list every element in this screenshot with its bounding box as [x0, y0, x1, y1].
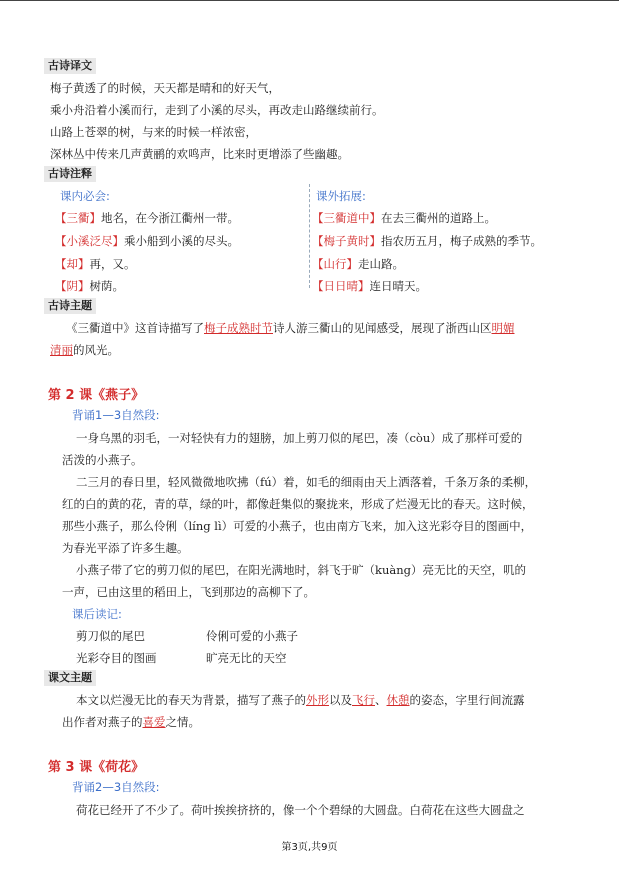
paragraph-line: 活泼的小燕子。 [62, 453, 143, 467]
note-item: 【小溪泛尽】乘小船到小溪的尽头。 [55, 234, 239, 248]
lesson-theme-line: 本文以烂漫无比的春天为背景，描写了燕子的外形以及飞行、休憩的姿态，字里行间流露 [76, 693, 525, 707]
translation-line: 深林丛中传来几声黄鹂的欢鸣声，比来时更增添了些幽趣。 [50, 147, 349, 161]
note-item: 【日日晴】连日晴天。 [312, 279, 427, 293]
section-tag-translation: 古诗译文 [44, 58, 96, 74]
paragraph-line: 那些小燕子，那么伶俐（líng lì）可爱的小燕子，也由南方飞来，加入这光彩夺目的图画中， [62, 519, 533, 533]
paragraph-line: 一声，已由这里的稻田上，飞到那边的高柳下了。 [62, 585, 315, 599]
paragraph-line: 小燕子带了它的剪刀似的尾巴，在阳光满地时，斜飞于旷（kuàng）亮无比的天空，叽的 [76, 563, 526, 577]
section-tag-notes: 古诗注释 [44, 166, 96, 182]
note-item: 【三衢道中】在去三衢州的道路上。 [312, 211, 496, 225]
translation-line: 山路上苍翠的树，与来的时候一样浓密， [50, 125, 257, 139]
translation-line: 梅子黄透了的时候，天天都是晴和的好天气， [50, 81, 280, 95]
lesson-2-title: 第 2 课《燕子》 [48, 388, 145, 403]
lesson-3-recite-title: 背诵2—3自然段: [72, 780, 160, 794]
note-item: 【却】再，又。 [55, 257, 136, 271]
note-item: 【梅子黄时】指农历五月，梅子成熟的季节。 [312, 234, 542, 248]
notes-divider [309, 184, 310, 288]
lesson-theme-line: 出作者对燕子的喜爱之情。 [62, 715, 200, 729]
translation-line: 乘小舟沿着小溪而行，走到了小溪的尽头，再改走山路继续前行。 [50, 103, 384, 117]
top-rule [0, 0, 619, 1]
theme-line: 清丽的风光。 [50, 343, 119, 357]
note-item: 【阴】树荫。 [55, 279, 124, 293]
phrase: 旷亮无比的天空 [206, 651, 287, 665]
page-footer: 第3页,共9页 [281, 842, 338, 853]
phrase: 伶俐可爱的小燕子 [206, 629, 298, 643]
paragraph-line: 荷花已经开了不少了。荷叶挨挨挤挤的，像一个个碧绿的大圆盘。白荷花在这些大圆盘之 [76, 803, 525, 817]
paragraph-line: 为春光平添了许多生趣。 [62, 541, 189, 555]
section-tag-theme: 古诗主题 [44, 298, 96, 314]
paragraph-line: 二三月的春日里，轻风微微地吹拂（fú）着，如毛的细雨由天上洒落着，千条万条的柔柳， [76, 475, 537, 489]
lesson-2-recite-title: 背诵1—3自然段: [72, 408, 160, 422]
phrase: 剪刀似的尾巴 [76, 629, 145, 643]
notes-left-title: 课内必会: [60, 189, 110, 203]
paragraph-line: 一身乌黑的羽毛，一对轻快有力的翅膀，加上剪刀似的尾巴，凑（còu）成了那样可爱的 [76, 431, 523, 445]
notes-right-title: 课外拓展: [316, 189, 366, 203]
phrase: 光彩夺目的图画 [76, 651, 157, 665]
theme-line: 《三衢道中》这首诗描写了梅子成熟时节诗人游三衢山的见闻感受，展现了浙西山区明媚 [66, 321, 515, 335]
section-tag-lesson-theme: 课文主题 [44, 670, 96, 686]
paragraph-line: 红的白的黄的花，青的草，绿的叶，都像赶集似的聚拢来，形成了烂漫无比的春天。这时候， [62, 497, 534, 511]
note-item: 【山行】走山路。 [312, 257, 404, 271]
lesson-3-title: 第 3 课《荷花》 [48, 760, 145, 775]
note-item: 【三衢】地名，在今浙江衢州一带。 [55, 211, 239, 225]
lesson-2-after-title: 课后读记: [72, 607, 122, 621]
